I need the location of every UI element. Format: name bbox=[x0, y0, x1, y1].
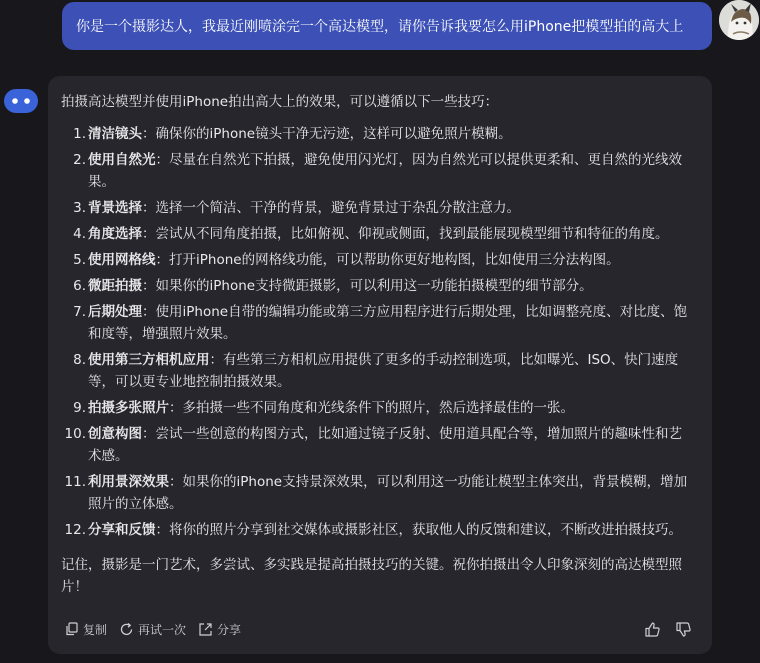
list-item-separator: ： bbox=[142, 226, 156, 242]
list-item bbox=[61, 223, 694, 245]
list-item-body: 尝试一些创意的构图方式，比如通过镜子反射、使用道具配合等，增加照片的趣味性和艺术感。 bbox=[88, 426, 682, 464]
list-item-number: 2. bbox=[73, 152, 86, 168]
user-avatar-image bbox=[719, 0, 759, 40]
list-item-separator: ： bbox=[209, 352, 223, 368]
list-item-title: 创意构图 bbox=[88, 426, 142, 442]
list-item-separator: ： bbox=[155, 522, 169, 538]
list-item bbox=[61, 423, 694, 467]
user-message-bubble bbox=[62, 2, 712, 50]
list-item-number: 10. bbox=[64, 426, 86, 442]
list-item-number: 7. bbox=[73, 304, 86, 320]
list-item-separator: ： bbox=[155, 152, 169, 168]
list-item-title: 使用网格线 bbox=[88, 252, 156, 268]
assistant-intro: 拍摄高达模型并使用iPhone拍出高大上的效果，可以遵循以下一些技巧： bbox=[61, 94, 499, 110]
list-item-title: 背景选择 bbox=[88, 200, 142, 216]
list-item-separator: ： bbox=[155, 252, 169, 268]
list-item-title: 清洁镜头 bbox=[88, 126, 142, 142]
assistant-message-card bbox=[48, 76, 712, 654]
refresh-icon bbox=[119, 622, 134, 637]
retry-label: 再试一次 bbox=[138, 622, 187, 637]
list-item-body: 将你的照片分享到社交媒体或摄影社区，获取他人的反馈和建议，不断改进拍摄技巧。 bbox=[169, 522, 682, 538]
assistant-outro: 记住，摄影是一门艺术，多尝试、多实践是提高拍摄技巧的关键。祝你拍摄出令人印象深刻的高达模型照片！ bbox=[61, 557, 682, 595]
list-item bbox=[61, 349, 694, 393]
user-message-text: 你是一个摄影达人，我最近刚喷涂完一个高达模型，请你告诉我要怎么用iPhone把模型拍的高大上 bbox=[76, 19, 684, 35]
list-item-number: 8. bbox=[73, 352, 86, 368]
list-item-title: 使用自然光 bbox=[88, 152, 156, 168]
user-avatar[interactable] bbox=[719, 0, 759, 40]
list-item-number: 12. bbox=[64, 522, 86, 538]
list-item bbox=[61, 249, 694, 271]
list-item bbox=[61, 397, 694, 419]
share-icon bbox=[198, 622, 213, 637]
list-item-separator: ： bbox=[142, 126, 156, 142]
list-item-body: 尽量在自然光下拍摄，避免使用闪光灯，因为自然光可以提供更柔和、更自然的光线效果。 bbox=[88, 152, 682, 190]
like-button[interactable] bbox=[644, 621, 661, 638]
list-item-body: 如果你的iPhone支持景深效果，可以利用这一功能让模型主体突出，背景模糊，增加照片的立体感。 bbox=[88, 474, 688, 512]
list-item-title: 分享和反馈 bbox=[88, 522, 156, 538]
retry-button[interactable] bbox=[119, 621, 186, 638]
list-item-title: 角度选择 bbox=[88, 226, 142, 242]
list-item-number: 6. bbox=[73, 278, 86, 294]
tips-list bbox=[61, 123, 694, 541]
list-item-body: 尝试从不同角度拍摄，比如俯视、仰视或侧面，找到最能展现模型细节和特征的角度。 bbox=[155, 226, 669, 242]
copy-label: 复制 bbox=[83, 622, 108, 637]
list-item-number: 5. bbox=[73, 252, 86, 268]
list-item bbox=[61, 197, 694, 219]
list-item-body: 选择一个简洁、干净的背景，避免背景过于杂乱分散注意力。 bbox=[155, 200, 520, 216]
feedback-buttons bbox=[644, 621, 692, 638]
list-item-body: 多拍摄一些不同角度和光线条件下的照片，然后选择最佳的一张。 bbox=[182, 400, 574, 416]
list-item-separator: ： bbox=[169, 474, 183, 490]
list-item-separator: ： bbox=[169, 400, 183, 416]
list-item bbox=[61, 301, 694, 345]
list-item bbox=[61, 149, 694, 193]
copy-button[interactable] bbox=[65, 621, 107, 638]
message-actions bbox=[65, 618, 692, 640]
thumbs-down-icon bbox=[675, 621, 692, 638]
thumbs-up-icon bbox=[644, 621, 661, 638]
list-item-separator: ： bbox=[142, 304, 156, 320]
list-item bbox=[61, 275, 694, 297]
list-item-title: 利用景深效果 bbox=[88, 474, 169, 490]
list-item-number: 9. bbox=[73, 400, 86, 416]
list-item-title: 微距拍摄 bbox=[88, 278, 142, 294]
list-item-body: 使用iPhone自带的编辑功能或第三方应用程序进行后期处理，比如调整亮度、对比度、饱和度等，增强照片效果。 bbox=[88, 304, 688, 342]
list-item-separator: ： bbox=[142, 426, 156, 442]
list-item-body: 确保你的iPhone镜头干净无污迹，这样可以避免照片模糊。 bbox=[155, 126, 512, 142]
list-item bbox=[61, 519, 694, 541]
list-item-separator: ： bbox=[142, 278, 156, 294]
dislike-button[interactable] bbox=[675, 621, 692, 638]
share-label: 分享 bbox=[217, 622, 242, 637]
list-item-title: 拍摄多张照片 bbox=[88, 400, 169, 416]
bot-avatar-icon bbox=[3, 88, 39, 114]
list-item-body: 有些第三方相机应用提供了更多的手动控制选项，比如曝光、ISO、快门速度等，可以更专业地控制拍摄效果。 bbox=[88, 352, 679, 390]
list-item-number: 1. bbox=[73, 126, 86, 142]
share-button[interactable] bbox=[198, 621, 241, 638]
list-item-number: 11. bbox=[64, 474, 86, 490]
list-item-number: 3. bbox=[73, 200, 86, 216]
list-item bbox=[61, 471, 694, 515]
list-item-body: 如果你的iPhone支持微距摄影，可以利用这一功能拍摄模型的细节部分。 bbox=[155, 278, 593, 294]
list-item-title: 使用第三方相机应用 bbox=[88, 352, 210, 368]
list-item bbox=[61, 123, 694, 145]
copy-icon bbox=[65, 622, 79, 636]
list-item-separator: ： bbox=[142, 200, 156, 216]
list-item-number: 4. bbox=[73, 226, 86, 242]
list-item-title: 后期处理 bbox=[88, 304, 142, 320]
list-item-body: 打开iPhone的网格线功能，可以帮助你更好地构图，比如使用三分法构图。 bbox=[169, 252, 620, 268]
